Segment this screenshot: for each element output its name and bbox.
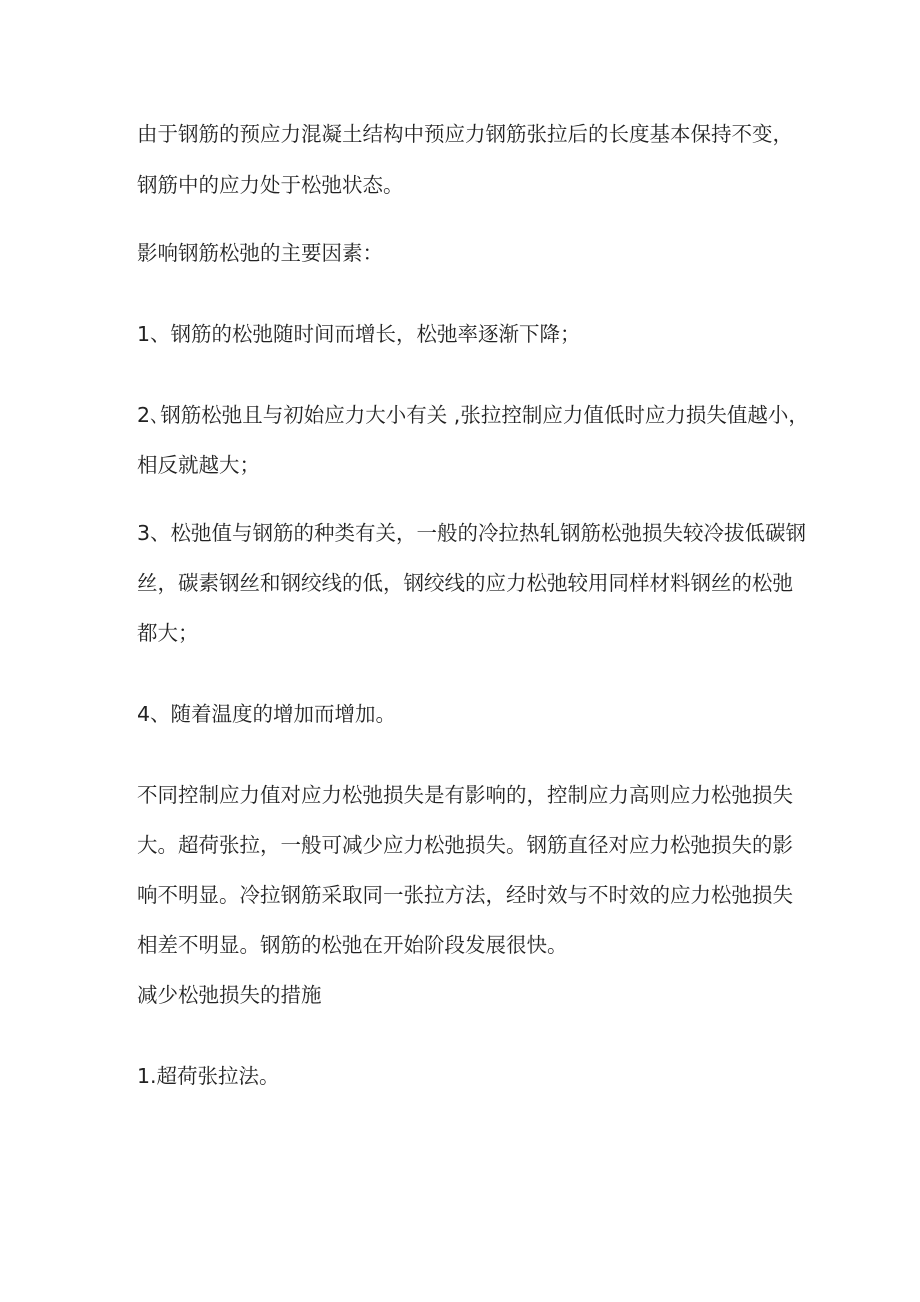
heading-measures: 减少松弛损失的措施 [137, 983, 322, 1007]
paragraph-control-line-2: 大。超荷张拉，一般可减少应力松弛损失。钢筋直径对应力松弛损失的影 [137, 833, 793, 857]
heading-factors: 影响钢筋松弛的主要因素： [137, 241, 383, 265]
list-item-2-line-1: 2､钢筋松弛且与初始应力大小有关 ,张拉控制应力值低时应力损失值越小， [137, 403, 809, 427]
paragraph-intro-line-1: 由于钢筋的预应力混凝土结构中预应力钢筋张拉后的长度基本保持不变， [137, 122, 793, 146]
list-item-3-line-3: 都大； [137, 621, 199, 645]
list-item-4: 4、随着温度的增加而增加。 [137, 702, 397, 726]
paragraph-control-line-3: 响不明显。冷拉钢筋采取同一张拉方法，经时效与不时效的应力松弛损失 [137, 883, 793, 907]
list-item-1: 1、钢筋的松弛随时间而增长，松弛率逐渐下降； [137, 322, 581, 346]
measure-item-1: 1.超荷张拉法。 [137, 1064, 280, 1088]
list-item-2-line-2: 相反就越大； [137, 453, 260, 477]
list-item-3-line-2: 丝，碳素钢丝和钢绞线的低，钢绞线的应力松弛较用同样材料钢丝的松弛 [137, 571, 793, 595]
paragraph-control-line-4: 相差不明显。钢筋的松弛在开始阶段发展很快。 [137, 933, 568, 957]
list-item-3-line-1: 3、松弛值与钢筋的种类有关，一般的冷拉热轧钢筋松弛损失较冷拔低碳钢 [137, 521, 807, 545]
paragraph-intro-line-2: 钢筋中的应力处于松弛状态。 [137, 173, 404, 197]
paragraph-control-line-1: 不同控制应力值对应力松弛损失是有影响的，控制应力高则应力松弛损失 [137, 783, 793, 807]
